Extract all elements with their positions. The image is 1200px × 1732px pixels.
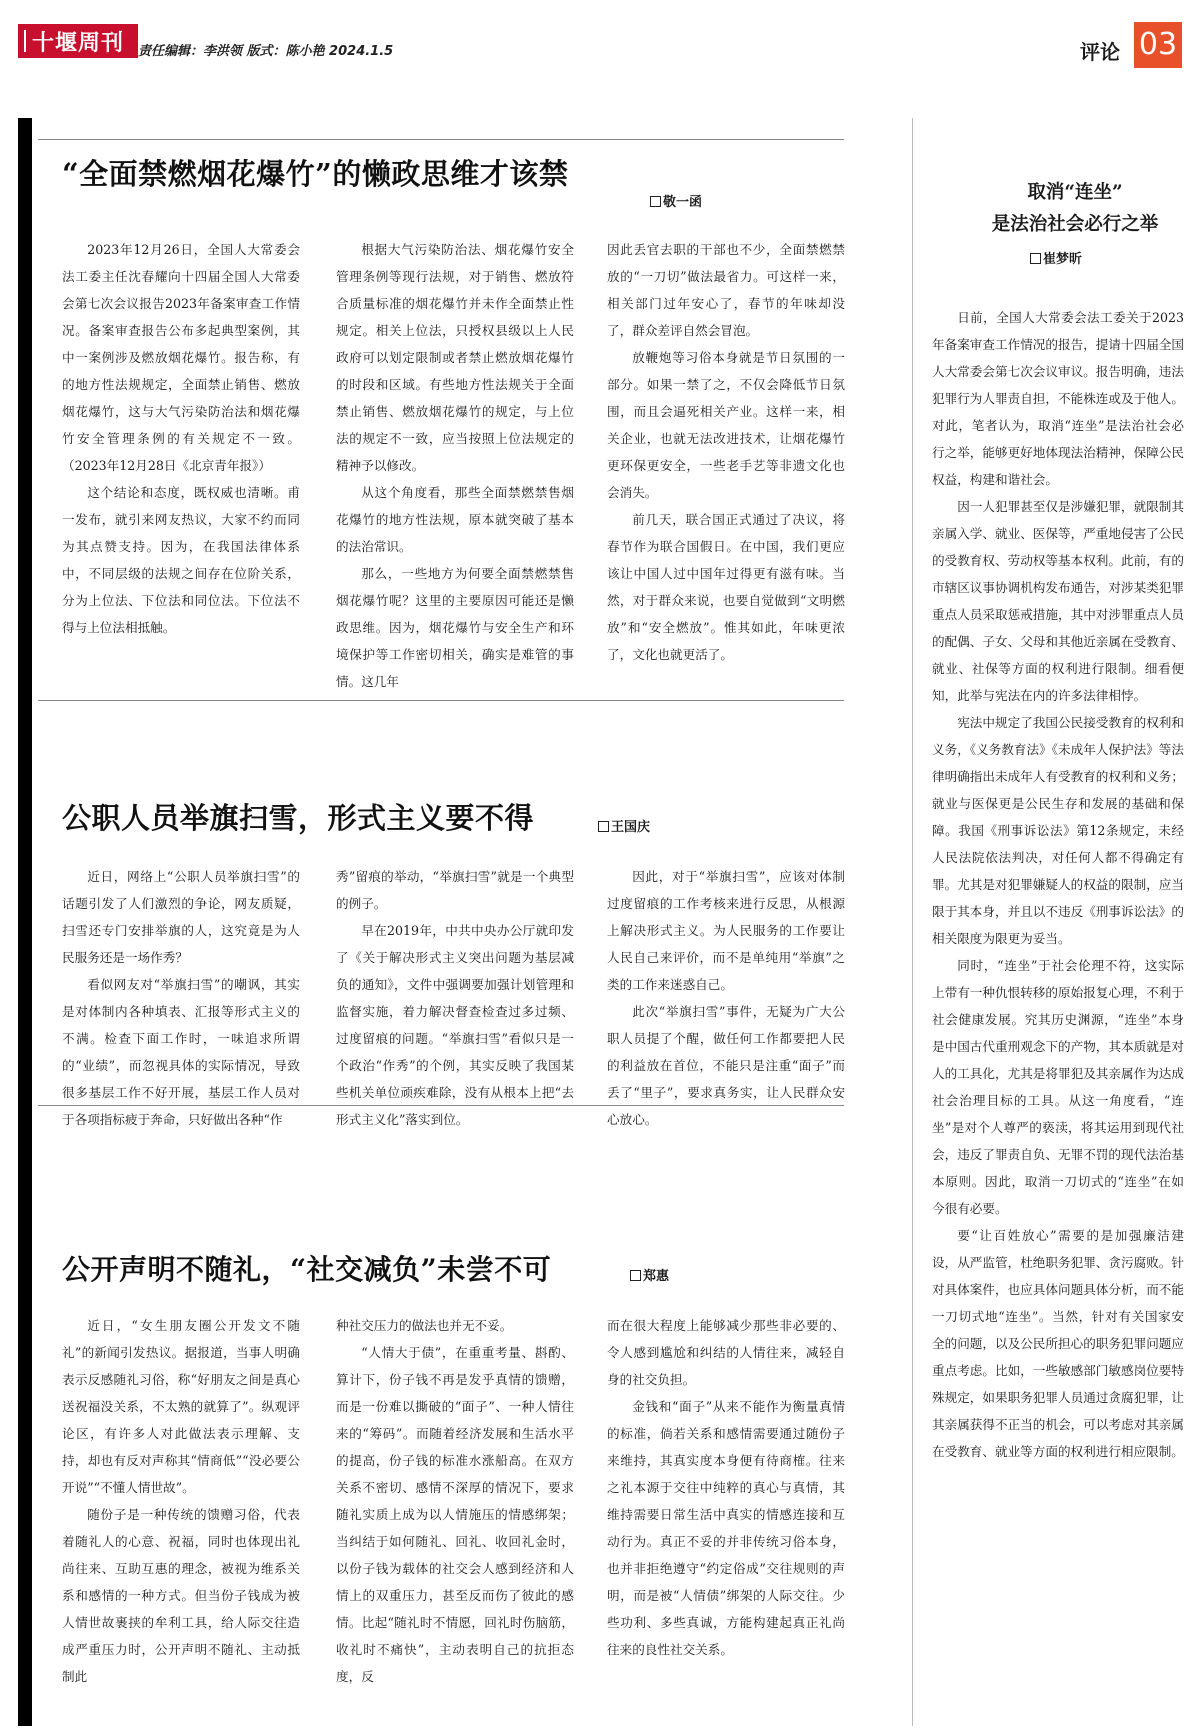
article1-col2-para: 那么，一些地方为何要全面禁燃禁售烟花爆竹呢？这里的主要原因可能还是懒政思维。因为，烟花爆竹与安全生产和环境保护等工作密切相关，确实是难管的事情。这几年 [336, 566, 574, 689]
logo-bar [24, 30, 26, 52]
article3-col1-para: 近日，“女生朋友圈公开发文不随礼”的新闻引发热议。据报道，当事人明确表示反感随礼习俗，称“好朋友之间是真心送祝福没关系，不太熟的就算了”。纵观评论区，有许多人对此做法表示理解、支持，却也有反对声称其“情商低”“没必要公开说”“不懂人情世故”。 [62, 1318, 300, 1495]
byline-box-icon [598, 821, 609, 832]
sidebar-para: 宪法中规定了我国公民接受教育的权利和义务，《义务教育法》《未成年人保护法》等法律明确指出未成年人有受教育的权利和义务；就业与医保更是公民生存和发展的基础和保障。我国《刑事诉讼法》第12条规定，未经人民法院依法判决，对任何人都不得确定有罪。尤其是对犯罪嫌疑人的权益的限制，应当限于其本身，并且以不违反《刑事诉讼法》的相关限度为限更为妥当。 [932, 715, 1184, 946]
article3-col2-para: “人情大于债”，在重重考量、斟酌、算计下，份子钱不再是发乎真情的馈赠，而是一份难以撕破的“面子”、一种人情往来的“筹码”。而随着经济发展和生活水平的提高，份子钱的标准水涨船高。在双方关系不密切、感情不深厚的情况下，要求随礼实质上成为以人情施压的情感绑架；当纠结于如何随礼、回礼、收回礼金时，以份子钱为载体的社交会人感到经济和人情上的双重压力，甚至反而伤了彼此的感情。比起“随礼时不情愿，回礼时伤脑筋，收礼时不痛快”，主动表明自己的抗拒态度，反 [336, 1345, 574, 1684]
divider-top [38, 139, 844, 140]
article3-author: 郑惠 [643, 1269, 670, 1284]
section-name: 评论 [1080, 40, 1120, 64]
article1-column-2 [336, 236, 574, 726]
page-number: 03 [1134, 22, 1182, 68]
sidebar-para: 同时，“连坐”于社会伦理不符，这实际上带有一种仇恨转移的原始报复心理，不利于社会健康发展。究其历史渊源，“连坐”本身是中国古代重刑观念下的产物，其本质就是对人的工具化，尤其是将罪犯及其亲属作为达成社会治理目标的工具。从这一角度看，“连坐”是对个人尊严的亵渎，将其运用到现代社会，违反了罪责自负、无罪不罚的现代法治基本原则。因此，取消一刀切式的“连坐”在如今很有必要。 [932, 958, 1184, 1216]
article2-col1-para: 看似网友对“举旗扫雪”的嘲讽，其实是对体制内各种填表、汇报等形式主义的不满。检查下面工作时，一味追求所谓的“业绩”，而忽视具体的实际情况，导致很多基层工作不好开展，基层工作人员对于各项指标疲于奔命，只好做出各种“作 [62, 977, 300, 1127]
sidebar-author: 崔梦昕 [1043, 252, 1083, 267]
article3-column-1 [62, 1312, 300, 1727]
sidebar-byline [1030, 248, 1082, 267]
article1-headline: “全面禁燃烟花爆竹”的懒政思维才该禁 [62, 157, 569, 191]
editor-info: 责任编辑：李洪领 版式：陈小艳 2024.1.5 [138, 44, 394, 59]
article3-column-2 [336, 1312, 574, 1727]
article3-headline: 公开声明不随礼，“社交减负”未尝不可 [62, 1253, 552, 1286]
article1-col1-para: 这个结论和态度，既权威也清晰。甫一发布，就引来网友热议，大家不约而同为其点赞支持。因为，在我国法律体系中，不同层级的法规之间存在位阶关系，分为上位法、下位法和同位法。下位法不得与上位法相抵触。 [62, 485, 300, 635]
masthead-logo [18, 24, 138, 58]
left-border-bar [18, 118, 32, 1726]
article1-col3-para: 前几天，联合国正式通过了决议，将春节作为联合国假日。在中国，我们更应该让中国人过中国年过得更有滋有味。当然，对于群众来说，也要自觉做到“文明燃放”和“安全燃放”。惟其如此，年味更浓了，文化也就更活了。 [607, 512, 845, 662]
article2-column-2 [336, 863, 574, 1203]
article3-col3-para: 而在很大程度上能够减少那些非必要的、令人感到尴尬和纠结的人情往来，减轻自身的社交负担。 [607, 1318, 845, 1387]
article2-column-3 [607, 863, 845, 1203]
article3-col2-para: 种社交压力的做法也并无不妥。 [336, 1318, 513, 1333]
article2-col3-para: 因此，对于“举旗扫雪”，应该对体制过度留痕的工作考核来进行反思，从根源上解决形式主义。为人民服务的工作要让人民自己来评价，而不是单纯用“举旗”之类的工作来迷惑自己。 [607, 869, 845, 992]
article1-author: 敬一函 [663, 195, 703, 210]
article1-col1-para: 2023年12月26日，全国人大常委会法工委主任沈春耀向十四届全国人大常委会第七次会议报告2023年备案审查工作情况。备案审查报告公布多起典型案例，其中一案例涉及燃放烟花爆竹。报告称，有的地方性法规规定，全面禁止销售、燃放烟花爆竹，这与大气污染防治法和烟花爆竹安全管理条例的有关规定不一致。（2023年12月28日《北京青年报》） [62, 242, 300, 473]
article1-col3-para: 放鞭炮等习俗本身就是节日氛围的一部分。如果一禁了之，不仅会降低节日氛围，而且会逼死相关产业。这样一来，相关企业，也就无法改进技术，让烟花爆竹更环保更安全，一些老手艺等非遗文化也会消失。 [607, 350, 845, 500]
article1-column-3 [607, 236, 845, 726]
sidebar-headline-line1: 取消“连坐” [1027, 182, 1123, 203]
article2-headline: 公职人员举旗扫雪，形式主义要不得 [62, 801, 535, 835]
article1-column-1 [62, 236, 300, 726]
paper-name: 十堰周刊 [32, 31, 125, 56]
byline-box-icon [1030, 253, 1041, 264]
article3-col3-para: 金钱和“面子”从来不能作为衡量真情的标准，倘若关系和感情需要通过随份子来维持，其真实度本身便有待商榷。往来之礼本源于交往中纯粹的真心与真情，其维持需要日常生活中真实的情感连接和互动行为。真正不妥的并非传统习俗本身，也并非拒绝遵守“约定俗成”交往规则的声明，而是被“人情债”绑架的人际交往。少些功利、多些真诚，方能构建起真正礼尚往来的良性社交关系。 [607, 1399, 845, 1657]
sidebar-para: 日前，全国人大常委会法工委关于2023年备案审查工作情况的报告，提请十四届全国人大常委会第七次会议审议。报告明确，违法犯罪行为人罪责自担，不能株连或及于他人。对此，笔者认为，取消“连坐”是法治社会必行之举，能够更好地体现法治精神，保障公民权益，构建和谐社会。 [932, 310, 1184, 487]
byline-box-icon [650, 196, 661, 207]
sidebar-para: 要“让百姓放心”需要的是加强廉洁建设，从严监管，杜绝职务犯罪、贪污腐败。针对具体案件，也应具体问题具体分析，而不能一刀切式地“连坐”。当然，针对有关国家安全的问题，以及公民所担心的职务犯罪问题应重点考虑。比如，一些敏感部门敏感岗位要特殊规定，如果职务犯罪人员通过贪腐犯罪，让其亲属获得不正当的机会，可以考虑对其亲属在受教育、就业等方面的权利进行相应限制。 [932, 1228, 1184, 1459]
article2-col2-para: 早在2019年，中共中央办公厅就印发了《关于解决形式主义突出问题为基层减负的通知》，文件中强调要加强计划管理和监督实施，着力解决督查检查过多过频、过度留痕的问题。“举旗扫雪”看似只是一个政治“作秀”的个例，其实反映了我国某些机关单位顽疾难除，没有从根本上把“去形式主义化”落实到位。 [336, 923, 574, 1127]
sidebar-headline-line2: 是法治社会必行之举 [991, 214, 1159, 235]
article1-col3-para: 因此丢官去职的干部也不少，全面禁燃禁放的“一刀切”做法最省力。可这样一来，相关部门过年安心了，春节的年味却没了，群众差评自然会冒泡。 [607, 242, 845, 338]
byline-box-icon [630, 1270, 641, 1281]
article1-col2-para: 从这个角度看，那些全面禁燃禁售烟花爆竹的地方性法规，原本就突破了基本的法治常识。 [336, 485, 574, 554]
article3-col1-para: 随份子是一种传统的馈赠习俗，代表着随礼人的心意、祝福，同时也体现出礼尚往来、互助互惠的理念，被视为维系关系和感情的一种方式。但当份子钱成为被人情世故裹挟的牟利工具，给人际交往造成严重压力时，公开声明不随礼、主动抵制此 [62, 1507, 300, 1684]
article2-byline [598, 816, 650, 835]
sidebar-column [932, 304, 1184, 1726]
article2-col3-para: 此次“举旗扫雪”事件，无疑为广大公职人员提了个醒，做任何工作都要把人民的利益放在首位，不能只是注重“面子”而丢了“里子”，要求真务实，让人民群众安心放心。 [607, 1004, 845, 1127]
article1-col2-para: 根据大气污染防治法、烟花爆竹安全管理条例等现行法规，对于销售、燃放符合质量标准的烟花爆竹并未作全面禁止性规定。相关上位法，只授权县级以上人民政府可以划定限制或者禁止燃放烟花爆竹的时段和区域。有些地方性法规关于全面禁止销售、燃放烟花爆竹的规定，与上位法的规定不一致，应当按照上位法规定的精神予以修改。 [336, 242, 574, 473]
article2-author: 王国庆 [611, 820, 651, 835]
article3-column-3 [607, 1312, 845, 1727]
article3-byline [630, 1265, 669, 1284]
article2-col1-para: 近日，网络上“公职人员举旗扫雪”的话题引发了人们激烈的争论，网友质疑，扫雪还专门安排举旗的人，这究竟是为人民服务还是一场作秀？ [62, 869, 300, 965]
article1-byline [650, 191, 702, 210]
sidebar-divider [912, 118, 913, 1726]
sidebar-para: 因一人犯罪甚至仅是涉嫌犯罪，就限制其亲属入学、就业、医保等，严重地侵害了公民的受教育权、劳动权等基本权利。此前，有的市辖区议事协调机构发布通告，对涉某类犯罪重点人员采取惩戒措施，其中对涉罪重点人员的配偶、子女、父母和其他近亲属在受教育、就业、社保等方面的权利进行限制。细看便知，此举与宪法在内的许多法律相悖。 [932, 499, 1184, 703]
article2-column-1 [62, 863, 300, 1203]
article2-col2-para: 秀”留痕的举动，“举旗扫雪”就是一个典型的例子。 [336, 869, 574, 911]
